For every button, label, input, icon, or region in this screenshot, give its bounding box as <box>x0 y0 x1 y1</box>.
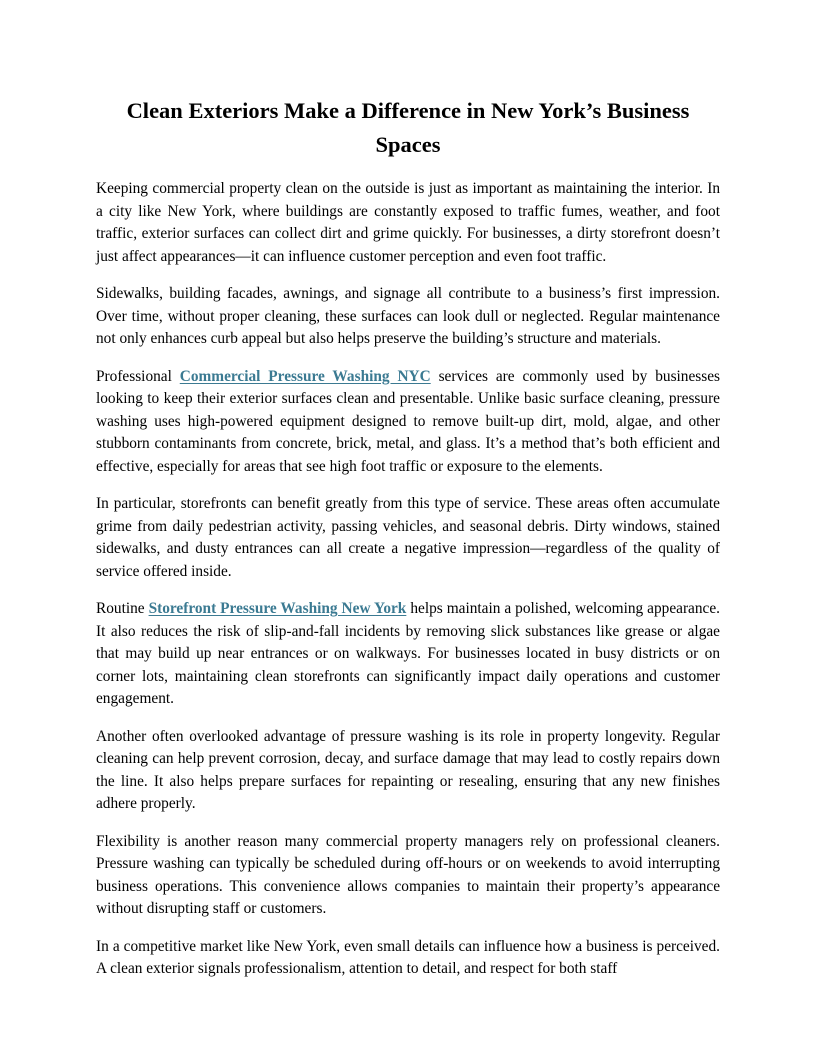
document-title: Clean Exteriors Make a Difference in New York’s Business Spaces <box>126 98 690 157</box>
paragraph-1: Keeping commercial property clean on the outside is just as important as maintaining the interior. In a city like New York, where buildings are constantly exposed to traffic fumes, weather, and foot traffic, exterior surfaces can collect dirt and grime quickly. For businesses, a dirty storefront doesn’t just affect appearances—it can influence customer perception and even foot traffic. <box>96 180 720 265</box>
storefront-pressure-washing-link[interactable]: Storefront Pressure Washing New York <box>148 600 407 617</box>
paragraph-3-body: services are commonly used by businesses looking to keep their exterior surfaces clean and presentable. Unlike basic surface cleaning, pressure washing uses high-powered equipment designed to remove built-up dirt, mold, algae, and other stubborn contaminants from concrete, brick, metal, and glass. It’s a method that’s both efficient and effective, especially for areas that see high foot traffic or exposure to the elements. <box>96 367 721 475</box>
commercial-pressure-washing-link[interactable]: Commercial Pressure Washing NYC <box>179 367 431 385</box>
paragraph-4: In particular, storefronts can benefit greatly from this type of service. These areas often accumulate grime from daily pedestrian activity, passing vehicles, and seasonal debris. Dirty windows, stained sidewalks, and dusty entrances can all create a negative impression—regardless of the quality of service offered inside. <box>96 495 720 580</box>
paragraph-5-body: helps maintain a polished, welcoming appearance. It also reduces the risk of slip-and-fall incidents by removing slick substances like grease or algae that may build up near entrances or on walkways. For businesses located in busy districts or on corner lots, maintaining clean storefronts can significantly impact daily operations and customer engagement. <box>96 600 720 707</box>
paragraph-2: Sidewalks, building facades, awnings, and signage all contribute to a business’s first impression. Over time, without proper cleaning, these surfaces can look dull or neglected. Regular maintenance not only enhances curb appeal but also helps preserve the building’s structure and materials. <box>96 285 720 347</box>
paragraph-7: Flexibility is another reason many commercial property managers rely on professional cleaners. Pressure washing can typically be scheduled during off-hours or on weekends to avoid interrupting business operations. This convenience allows companies to maintain their property’s appearance without disrupting staff or customers. <box>96 832 720 917</box>
paragraph-3 <box>96 366 720 479</box>
paragraph-5-lead: Routine <box>96 600 149 617</box>
paragraph-8: In a competitive market like New York, even small details can influence how a business is perceived. A clean exterior signals professionalism, attention to detail, and respect for both staff <box>96 937 720 977</box>
paragraph-3-lead: Professional <box>96 367 180 385</box>
document-page <box>96 94 720 996</box>
paragraph-6: Another often overlooked advantage of pressure washing is its role in property longevity. Regular cleaning can help prevent corrosion, decay, and surface damage that may lead to costly repairs down the line. It also helps prepare surfaces for repainting or resealing, ensuring that any new finishes adhere properly. <box>96 727 720 812</box>
paragraph-5 <box>96 598 720 711</box>
